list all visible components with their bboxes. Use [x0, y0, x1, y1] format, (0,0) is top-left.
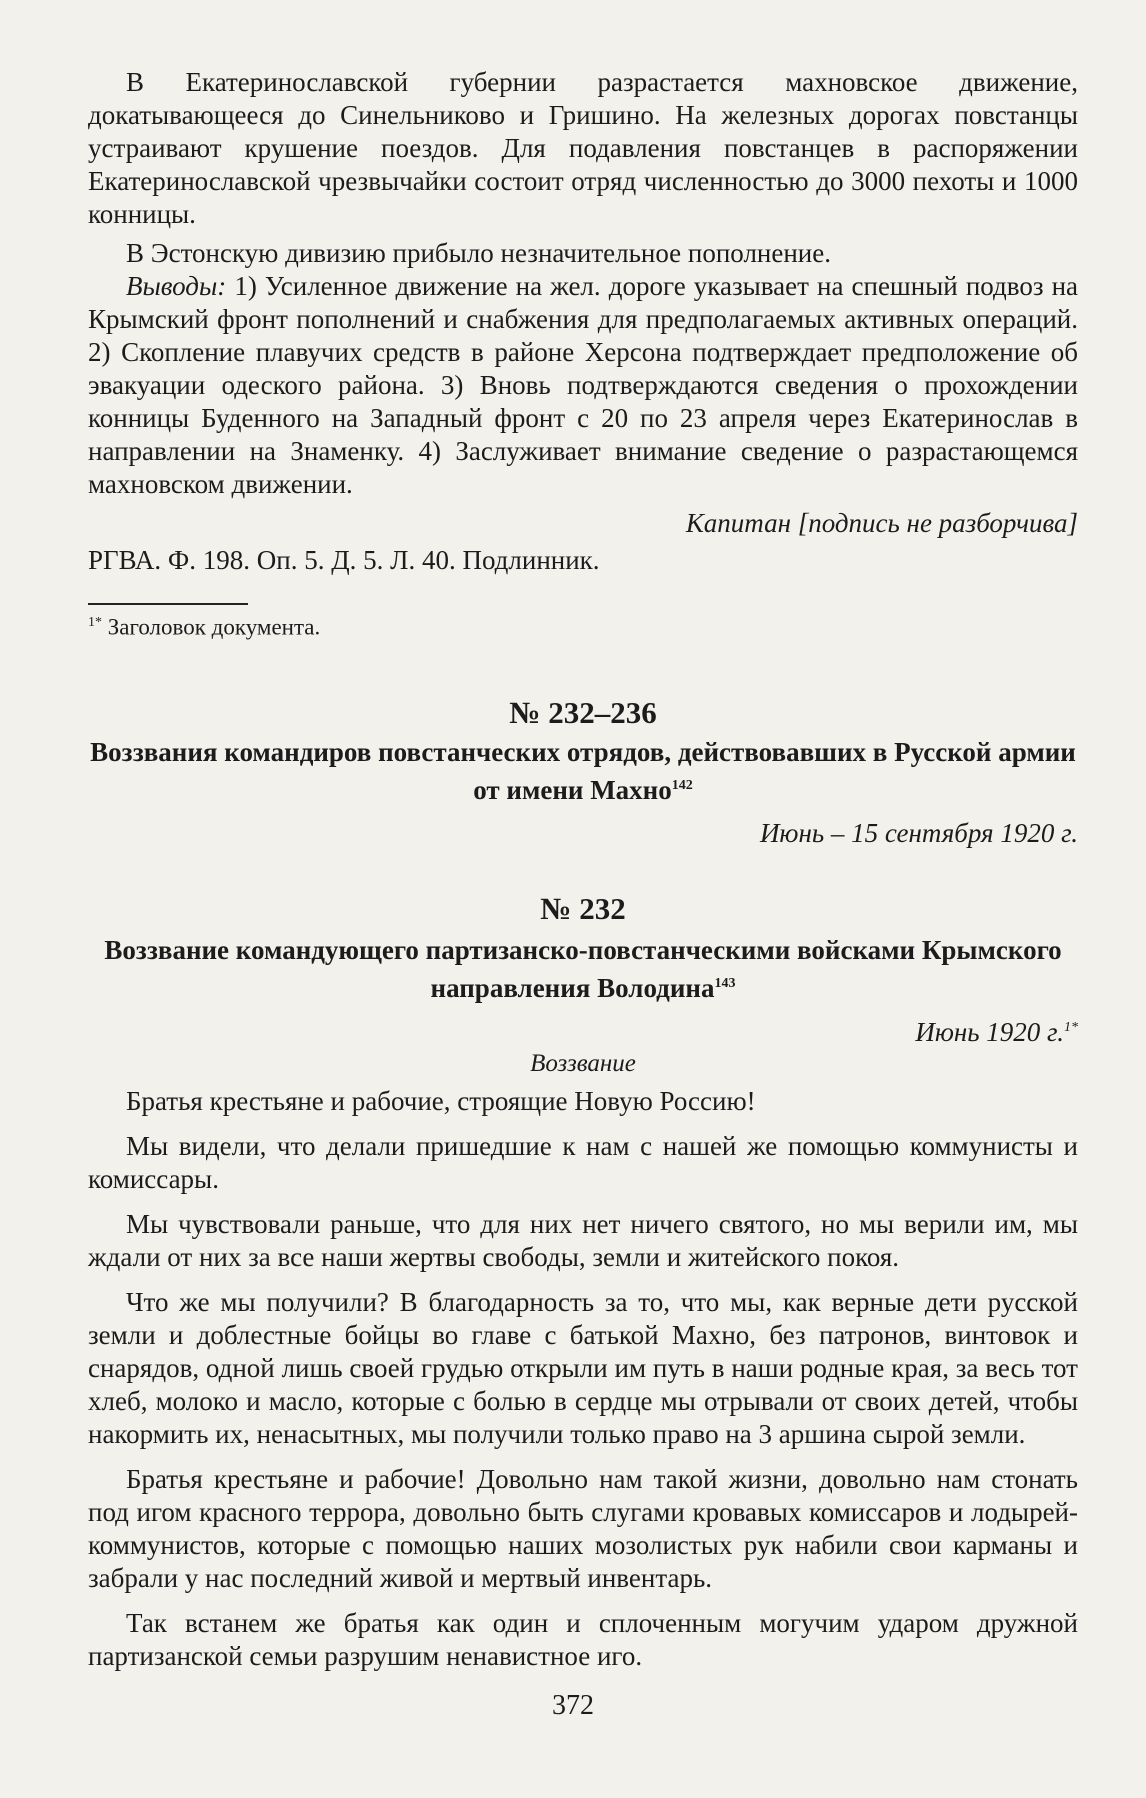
document-heading-text: Воззвание командующего партизанско-повстанческими войсками Крымского направления Володина — [104, 934, 1062, 1003]
footnote-mark: 1* — [88, 615, 102, 630]
section-heading-text: Воззвания командиров повстанческих отрядов, действовавших в Русской армии от имени Махно — [90, 736, 1076, 805]
appeal-paragraph-5: Братья крестьяне и рабочие! Довольно нам такой жизни, довольно нам стонать под игом красного террора, довольно быть слугами кровавых комиссаров и лодырей-коммунистов, которые с помощью наших мозолистых рук набили свои карманы и забрали у нас последний живой и мертвый инвентарь. — [88, 1463, 1078, 1593]
appeal-paragraph-4: Что же мы получили? В благодарность за то, что мы, как верные дети русской земли и доблестные бойцы во главе с батькой Махно, без патронов, винтовок и снарядов, одной лишь своей грудью открыли им путь в наши родные края, за весь тот хлеб, молоко и масло, которые с болью в сердце мы отрывали от своих детей, чтобы накормить их, ненасытных, мы получили только право на 3 аршина сырой земли. — [88, 1286, 1078, 1449]
section-date: Июнь – 15 сентября 1920 г. — [759, 817, 1078, 848]
section-heading — [88, 736, 1078, 807]
appeal-paragraph-1: Братья крестьяне и рабочие, строящие Новую Россию! — [126, 1085, 756, 1116]
conclusions-text: 1) Усиленное движение на жел. дороге указывает на спешный подвоз на Крымский фронт пополнений и снабжения для предполагаемых активных операций. 2) Скопление плавучих средств в районе Херсона подтверждает предположение об эвакуации одеского района. 3) Вновь подтверждаются сведения о прохождении конницы Буденного на Западный фронт с 20 по 23 апреля через Екатеринослав в направлении на Знаменку. 4) Заслуживает внимание сведение о разрастающемся махновском движении. — [88, 271, 1078, 499]
archive-source: РГВА. Ф. 198. Оп. 5. Д. 5. Л. 40. Подлинник. — [88, 545, 600, 575]
paragraph-estonian-division: В Эстонскую дивизию прибыло незначительное пополнение. — [126, 238, 831, 268]
paragraph-conclusions — [88, 270, 1078, 501]
footnote-text: Заголовок документа. — [102, 614, 321, 640]
paragraph-makhno-movement: В Екатеринославской губернии разрастается махновское движение, докатывающееся до Синельниково и Гришино. На железных дорогах повстанцы устраивают крушение поездов. Для подавления повстанцев в распоряжении Екатеринославской чрезвычайки состоит отряд численностью до 3000 пехоты и 1000 конницы. — [88, 67, 1078, 229]
signature: Капитан [подпись не разборчива] — [685, 508, 1078, 538]
conclusions-label: Выводы: — [126, 271, 227, 301]
document-date — [88, 1011, 1078, 1049]
document-number: № 232 — [540, 890, 626, 926]
appeal-paragraph-2: Мы видели, что делали пришедшие к нам с нашей же помощью коммунисты и комиссары. — [88, 1130, 1078, 1194]
appeal-paragraph-6: Так встанем же братья как один и сплоченным могучим ударом дружной партизанской семьи разрушим ненавистное иго. — [88, 1607, 1078, 1671]
section-heading-note: 142 — [671, 777, 693, 793]
footnote-divider — [88, 603, 248, 605]
document-heading — [88, 934, 1078, 1005]
document-date-note: 1* — [1064, 1019, 1078, 1035]
page-number: 372 — [552, 1690, 594, 1721]
section-number: № 232–236 — [509, 694, 657, 730]
document-heading-note: 143 — [714, 975, 736, 991]
document-date-text: Июнь 1920 г. — [915, 1016, 1064, 1047]
footnote — [88, 609, 1078, 642]
document-subtitle: Воззвание — [530, 1049, 636, 1077]
appeal-paragraph-3: Мы чувствовали раньше, что для них нет ничего святого, но мы верили им, мы ждали от них за все наши жертвы свободы, земли и житейского покоя. — [88, 1208, 1078, 1272]
